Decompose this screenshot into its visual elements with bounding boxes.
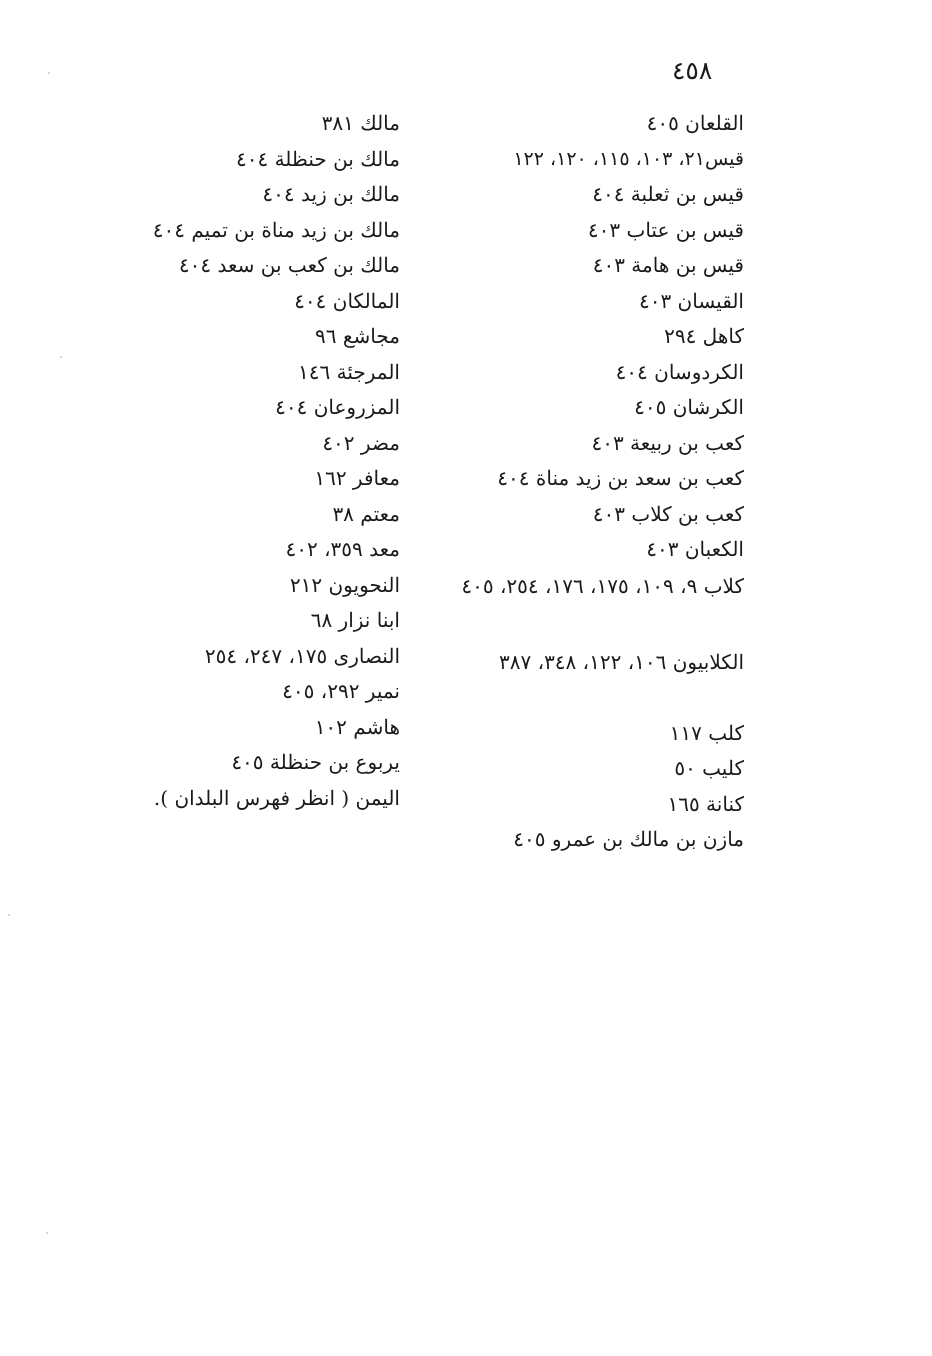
index-entry: قيس بن ثعلبة ٤٠٤	[592, 182, 744, 206]
index-entry: يربوع بن حنظلة ٤٠٥	[231, 750, 400, 774]
index-entry: مضر ٤٠٢	[322, 430, 400, 455]
index-entry: مالك بن كعب بن سعد ٤٠٤	[178, 253, 400, 277]
index-entry: هاشم ١٠٢	[314, 714, 400, 739]
index-entry: مازن بن مالك بن عمرو ٤٠٥	[513, 827, 744, 851]
index-entry: مالك بن حنظلة ٤٠٤	[235, 146, 400, 171]
index-entry: نمير ٢٩٢، ٤٠٥	[282, 679, 400, 703]
index-entry: الكعبان ٤٠٣	[646, 537, 744, 561]
index-entry: المزروعان ٤٠٤	[275, 395, 400, 419]
index-entry: معافر ١٦٢	[314, 466, 400, 490]
index-entry: قيس بن عتاب ٤٠٣	[587, 217, 744, 242]
index-entry: قيس بن هامة ٤٠٣	[592, 253, 744, 277]
scan-speck	[8, 914, 10, 916]
index-entry: كعب بن سعد بن زيد مناة ٤٠٤	[497, 466, 744, 490]
index-entry: القيسان ٤٠٣	[638, 288, 744, 313]
scan-speck	[60, 356, 62, 358]
index-entry: الكردوسان ٤٠٤	[615, 359, 744, 384]
index-entry: كلاب ٩، ١٠٩، ١٧٥، ١٧٦، ٢٥٤، ٤٠٥	[461, 573, 744, 598]
index-entry: مالك بن زيد مناة بن تميم ٤٠٤	[152, 217, 400, 242]
index-entry: مجاشع ٩٦	[315, 324, 400, 348]
index-entry: كعب بن كلاب ٤٠٣	[592, 501, 744, 526]
index-entry: المرجئة ١٤٦	[298, 359, 400, 384]
index-entry: مالك ٣٨١	[321, 111, 400, 135]
index-column-left	[0, 106, 400, 816]
index-entry: ابنا نزار ٦٨	[310, 608, 400, 632]
index-entry: المالكان ٤٠٤	[294, 288, 400, 313]
index-entry: الكلابيون ١٠٦، ١٢٢، ٣٤٨، ٣٨٧	[499, 649, 744, 674]
index-entry: النحويون ٢١٢	[289, 572, 400, 597]
scan-speck	[46, 1232, 48, 1234]
index-entry: كعب بن ربيعة ٤٠٣	[591, 430, 744, 455]
index-entry: كلب ١١٧	[669, 720, 744, 745]
index-entry: كنانة ١٦٥	[667, 791, 744, 816]
index-entry: قيس٢١، ١٠٣، ١١٥، ١٢٠، ١٢٢	[513, 147, 744, 170]
index-entry: النصارى ١٧٥، ٢٤٧، ٢٥٤	[204, 643, 400, 668]
index-entry: كاهل ٢٩٤	[664, 324, 744, 348]
page-number: ٤٥٨	[672, 56, 713, 85]
index-entry: القلعان ٤٠٥	[646, 111, 744, 135]
scan-speck	[48, 72, 50, 74]
index-entry: الكرشان ٤٠٥	[634, 395, 744, 419]
index-entry: معد ٣٥٩، ٤٠٢	[285, 537, 400, 561]
index-entry: معتم ٣٨	[332, 501, 400, 526]
index-entry: كليب ٥٠	[674, 756, 744, 780]
index-column-right	[424, 106, 744, 858]
index-entry: مالك بن زيد ٤٠٤	[262, 182, 400, 206]
index-entry: اليمن ( انظر فهرس البلدان ).	[153, 785, 400, 810]
